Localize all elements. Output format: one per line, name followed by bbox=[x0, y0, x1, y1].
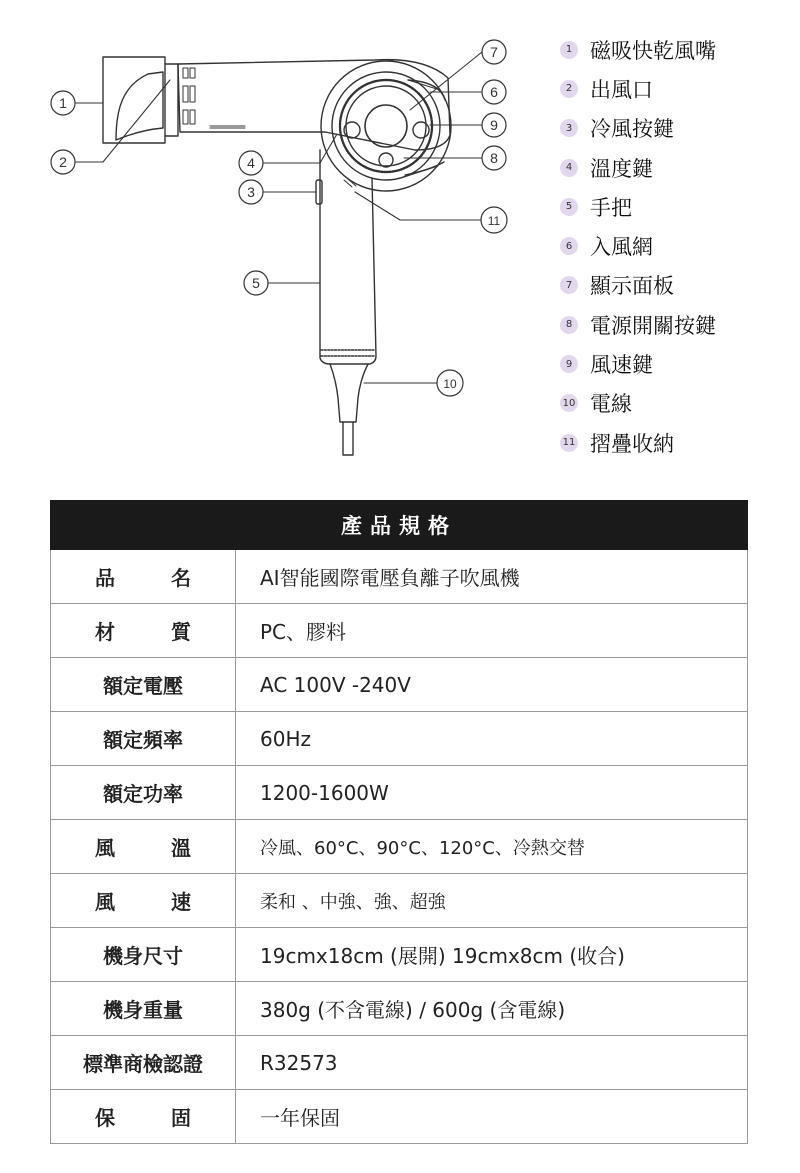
spec-value: 19cmx18cm (展開) 19cmx8cm (收合) bbox=[236, 928, 748, 982]
svg-text:9: 9 bbox=[490, 117, 498, 133]
legend-item bbox=[560, 109, 790, 148]
spec-key: 機身重量 bbox=[103, 998, 183, 1022]
parts-legend bbox=[560, 30, 790, 462]
svg-text:11: 11 bbox=[487, 214, 501, 228]
spec-key: 機身尺寸 bbox=[103, 944, 183, 968]
table-row bbox=[51, 658, 748, 712]
legend-label: 磁吸快乾風嘴 bbox=[590, 38, 716, 63]
table-row bbox=[51, 982, 748, 1036]
svg-text:10: 10 bbox=[443, 377, 457, 391]
svg-text:8: 8 bbox=[490, 150, 498, 166]
legend-number: 2 bbox=[560, 80, 578, 98]
table-row bbox=[51, 550, 748, 604]
table-row bbox=[51, 604, 748, 658]
leader-11 bbox=[355, 192, 482, 220]
spec-value: 一年保固 bbox=[236, 1090, 748, 1144]
spec-key: 標準商檢認證 bbox=[83, 1052, 203, 1076]
svg-text:2: 2 bbox=[59, 154, 67, 170]
leader-4 bbox=[263, 134, 337, 163]
spec-title: 產品規格 bbox=[51, 501, 748, 550]
spec-table bbox=[50, 500, 748, 1144]
nozzle-illustration bbox=[103, 57, 178, 143]
legend-item bbox=[560, 344, 790, 383]
spec-key: 額定頻率 bbox=[103, 728, 183, 752]
callout-2 bbox=[51, 150, 75, 174]
spec-key: 材質 bbox=[95, 620, 191, 644]
svg-text:3: 3 bbox=[247, 184, 255, 200]
legend-number: 4 bbox=[560, 159, 578, 177]
legend-item bbox=[560, 187, 790, 226]
legend-label: 手把 bbox=[590, 195, 632, 220]
legend-number: 7 bbox=[560, 276, 578, 294]
svg-text:4: 4 bbox=[247, 155, 255, 171]
legend-label: 電線 bbox=[590, 392, 632, 417]
spec-value: AI智能國際電壓負離子吹風機 bbox=[236, 550, 748, 604]
spec-value: R32573 bbox=[236, 1036, 748, 1090]
legend-number: 9 bbox=[560, 355, 578, 373]
callout-6 bbox=[482, 80, 506, 104]
spec-value: AC 100V -240V bbox=[236, 658, 748, 712]
legend-label: 出風口 bbox=[590, 77, 653, 102]
table-row bbox=[51, 712, 748, 766]
svg-text:5: 5 bbox=[252, 275, 260, 291]
hair-dryer-diagram bbox=[0, 0, 540, 480]
spec-value: 380g (不含電線) / 600g (含電線) bbox=[236, 982, 748, 1036]
legend-number: 5 bbox=[560, 198, 578, 216]
svg-text:1: 1 bbox=[59, 95, 67, 111]
spec-value: PC、膠料 bbox=[236, 604, 748, 658]
legend-item bbox=[560, 423, 790, 462]
dryer-body-illustration bbox=[178, 60, 451, 191]
legend-label: 入風網 bbox=[590, 235, 653, 260]
callout-10 bbox=[437, 370, 463, 396]
table-row bbox=[51, 820, 748, 874]
legend-label: 電源開關按鍵 bbox=[590, 313, 716, 338]
spec-value: 冷風、60°C、90°C、120°C、冷熱交替 bbox=[236, 820, 748, 874]
svg-text:6: 6 bbox=[490, 84, 498, 100]
legend-item bbox=[560, 266, 790, 305]
legend-label: 摺疊收納 bbox=[590, 431, 674, 456]
spec-key: 額定電壓 bbox=[103, 674, 183, 698]
spec-key: 風溫 bbox=[95, 836, 191, 860]
callout-1 bbox=[51, 91, 75, 115]
callout-3 bbox=[239, 180, 263, 204]
spec-key: 額定功率 bbox=[103, 782, 183, 806]
spec-value: 1200-1600W bbox=[236, 766, 748, 820]
legend-number: 6 bbox=[560, 237, 578, 255]
legend-label: 風速鍵 bbox=[590, 353, 653, 378]
legend-item bbox=[560, 305, 790, 344]
legend-item bbox=[560, 384, 790, 423]
legend-item bbox=[560, 148, 790, 187]
table-row bbox=[51, 766, 748, 820]
legend-number: 1 bbox=[560, 41, 578, 59]
table-row bbox=[51, 874, 748, 928]
legend-item bbox=[560, 226, 790, 265]
handle-illustration bbox=[316, 150, 376, 364]
spec-value: 60Hz bbox=[236, 712, 748, 766]
callout-11 bbox=[481, 207, 507, 233]
spec-key: 品名 bbox=[95, 566, 191, 590]
callout-8 bbox=[482, 146, 506, 170]
cord-illustration bbox=[330, 364, 368, 455]
callout-7 bbox=[482, 40, 506, 64]
legend-label: 顯示面板 bbox=[590, 274, 674, 299]
callout-4 bbox=[239, 151, 263, 175]
callout-9 bbox=[482, 113, 506, 137]
callout-5 bbox=[244, 271, 268, 295]
legend-label: 溫度鍵 bbox=[590, 156, 653, 181]
spec-key: 風速 bbox=[95, 890, 191, 914]
table-row bbox=[51, 1090, 748, 1144]
spec-key: 保固 bbox=[95, 1106, 191, 1130]
legend-label: 冷風按鍵 bbox=[590, 117, 674, 142]
table-row bbox=[51, 928, 748, 982]
legend-number: 3 bbox=[560, 119, 578, 137]
legend-number: 11 bbox=[560, 434, 578, 452]
legend-number: 10 bbox=[560, 394, 578, 412]
legend-item bbox=[560, 30, 790, 69]
table-row bbox=[51, 1036, 748, 1090]
svg-text:7: 7 bbox=[490, 44, 498, 60]
legend-number: 8 bbox=[560, 316, 578, 334]
leader-2 bbox=[75, 80, 170, 162]
spec-value: 柔和 、中強、強、超強 bbox=[236, 874, 748, 928]
legend-item bbox=[560, 69, 790, 108]
